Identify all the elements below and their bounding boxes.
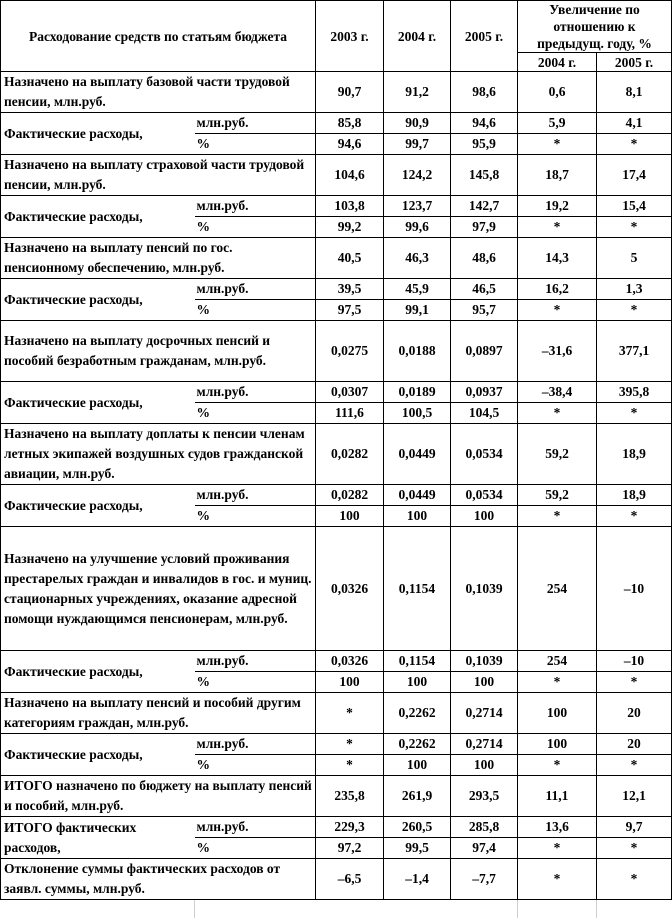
header-increase: Увеличение по отношению к предыдущ. году, % xyxy=(518,1,672,53)
value-cell: * xyxy=(518,838,597,859)
value-cell: 100 xyxy=(316,672,384,693)
empty-cell xyxy=(384,900,451,918)
value-cell: 0,0326 xyxy=(316,651,384,672)
header-category: Расходование средств по статьям бюджета xyxy=(1,1,316,72)
value-cell: 16,2 xyxy=(518,279,597,300)
unit-label: млн.руб. xyxy=(195,196,316,217)
value-cell: * xyxy=(597,755,672,776)
value-cell: 0,2262 xyxy=(384,734,451,755)
value-cell: 0,2714 xyxy=(451,734,518,755)
value-cell: 261,9 xyxy=(384,776,451,817)
value-cell: * xyxy=(597,672,672,693)
value-cell: 104,5 xyxy=(451,403,518,424)
actual-label: Фактические расходы, xyxy=(1,196,195,238)
value-cell: 94,6 xyxy=(316,134,384,155)
assigned-row xyxy=(1,527,672,651)
actual-mln-row xyxy=(1,485,672,506)
value-cell: 97,5 xyxy=(316,300,384,321)
value-cell: 18,9 xyxy=(597,424,672,485)
value-cell: 254 xyxy=(518,527,597,651)
unit-label: млн.руб. xyxy=(195,485,316,506)
value-cell: 100 xyxy=(451,755,518,776)
value-cell: 0,0937 xyxy=(451,382,518,403)
header-row xyxy=(1,1,672,53)
value-cell: 85,8 xyxy=(316,113,384,134)
value-cell: 260,5 xyxy=(384,817,451,838)
total-assigned-label: ИТОГО назначено по бюджету на выплату пенсий и пособий, млн.руб. xyxy=(1,776,316,817)
unit-label: % xyxy=(195,672,316,693)
value-cell: * xyxy=(518,859,597,900)
value-cell: 95,9 xyxy=(451,134,518,155)
value-cell: 377,1 xyxy=(597,321,672,382)
value-cell: 235,8 xyxy=(316,776,384,817)
value-cell: 293,5 xyxy=(451,776,518,817)
actual-label: Фактические расходы, xyxy=(1,113,195,155)
header-2004: 2004 г. xyxy=(384,1,451,72)
value-cell: 254 xyxy=(518,651,597,672)
header-2005: 2005 г. xyxy=(451,1,518,72)
value-cell: * xyxy=(316,755,384,776)
value-cell: –38,4 xyxy=(518,382,597,403)
assigned-label: Назначено на выплату досрочных пенсий и пособий безработным гражданам, млн.руб. xyxy=(1,321,316,382)
value-cell: 0,0307 xyxy=(316,382,384,403)
value-cell: 0,0188 xyxy=(384,321,451,382)
value-cell: 395,8 xyxy=(597,382,672,403)
value-cell: 20 xyxy=(597,693,672,734)
value-cell: 103,8 xyxy=(316,196,384,217)
value-cell: 90,7 xyxy=(316,72,384,113)
value-cell: 111,6 xyxy=(316,403,384,424)
value-cell: 0,1039 xyxy=(451,527,518,651)
assigned-row xyxy=(1,238,672,279)
assigned-row xyxy=(1,155,672,196)
assigned-label: Назначено на выплату пенсий и пособий другим категориям граждан, млн.руб. xyxy=(1,693,316,734)
value-cell: 229,3 xyxy=(316,817,384,838)
assigned-label: Назначено на выплату страховой части трудовой пенсии, млн.руб. xyxy=(1,155,316,196)
value-cell: 100 xyxy=(451,506,518,527)
empty-cell xyxy=(518,900,597,918)
value-cell: 45,9 xyxy=(384,279,451,300)
value-cell: 40,5 xyxy=(316,238,384,279)
value-cell: 8,1 xyxy=(597,72,672,113)
value-cell: –10 xyxy=(597,651,672,672)
value-cell: 95,7 xyxy=(451,300,518,321)
value-cell: 9,7 xyxy=(597,817,672,838)
value-cell: 59,2 xyxy=(518,485,597,506)
unit-label: млн.руб. xyxy=(195,651,316,672)
value-cell: * xyxy=(316,693,384,734)
assigned-row xyxy=(1,424,672,485)
value-cell: 100 xyxy=(518,734,597,755)
deviation-label: Отклонение суммы фактических расходов от заявл. суммы, млн.руб. xyxy=(1,859,316,900)
total-assigned-row xyxy=(1,776,672,817)
value-cell: 145,8 xyxy=(451,155,518,196)
tail-row xyxy=(1,900,672,918)
actual-mln-row xyxy=(1,113,672,134)
actual-label: Фактические расходы, xyxy=(1,279,195,321)
value-cell: 15,4 xyxy=(597,196,672,217)
total-actual-label: ИТОГО фактических расходов, xyxy=(1,817,195,859)
actual-label: Фактические расходы, xyxy=(1,382,195,424)
actual-mln-row xyxy=(1,196,672,217)
value-cell: 0,0275 xyxy=(316,321,384,382)
value-cell: 97,2 xyxy=(316,838,384,859)
value-cell: 4,1 xyxy=(597,113,672,134)
value-cell: 100 xyxy=(384,506,451,527)
value-cell: * xyxy=(597,403,672,424)
value-cell: 99,5 xyxy=(384,838,451,859)
value-cell: 39,5 xyxy=(316,279,384,300)
empty-cell xyxy=(1,900,195,918)
actual-label: Фактические расходы, xyxy=(1,651,195,693)
value-cell: * xyxy=(518,506,597,527)
value-cell: 11,1 xyxy=(518,776,597,817)
empty-cell xyxy=(597,900,672,918)
value-cell: 100 xyxy=(316,506,384,527)
assigned-label: Назначено на улучшение условий проживания престарелых граждан и инвалидов в гос. и муниц. стационарных учреждениях, оказание адресной помощи нуждающимся пенсионерам, млн.руб. xyxy=(1,527,316,651)
value-cell: –7,7 xyxy=(451,859,518,900)
value-cell: * xyxy=(518,134,597,155)
unit-label: млн.руб. xyxy=(195,817,316,838)
value-cell: 17,4 xyxy=(597,155,672,196)
value-cell: 100 xyxy=(451,672,518,693)
value-cell: 100,5 xyxy=(384,403,451,424)
value-cell: 1,3 xyxy=(597,279,672,300)
value-cell: * xyxy=(597,838,672,859)
assigned-row xyxy=(1,321,672,382)
value-cell: * xyxy=(597,859,672,900)
actual-mln-row xyxy=(1,734,672,755)
value-cell: 98,6 xyxy=(451,72,518,113)
value-cell: 46,3 xyxy=(384,238,451,279)
value-cell: * xyxy=(518,403,597,424)
value-cell: 0,0326 xyxy=(316,527,384,651)
assigned-label: Назначено на выплату пенсий по гос. пенсионному обеспечению, млн.руб. xyxy=(1,238,316,279)
value-cell: * xyxy=(597,217,672,238)
value-cell: –10 xyxy=(597,527,672,651)
value-cell: 0,1039 xyxy=(451,651,518,672)
total-actual-mln-row xyxy=(1,817,672,838)
empty-cell xyxy=(316,900,384,918)
value-cell: 0,0534 xyxy=(451,485,518,506)
value-cell: 14,3 xyxy=(518,238,597,279)
value-cell: 19,2 xyxy=(518,196,597,217)
value-cell: 123,7 xyxy=(384,196,451,217)
value-cell: * xyxy=(518,300,597,321)
value-cell: 124,2 xyxy=(384,155,451,196)
value-cell: 0,1154 xyxy=(384,527,451,651)
value-cell: 97,9 xyxy=(451,217,518,238)
value-cell: 100 xyxy=(518,693,597,734)
header-2003: 2003 г. xyxy=(316,1,384,72)
value-cell: 0,0189 xyxy=(384,382,451,403)
value-cell: 0,0282 xyxy=(316,424,384,485)
value-cell: –1,4 xyxy=(384,859,451,900)
unit-label: % xyxy=(195,134,316,155)
empty-cell xyxy=(451,900,518,918)
value-cell: * xyxy=(597,506,672,527)
assigned-label: Назначено на выплату доплаты к пенсии членам летных экипажей воздушных судов гражданской авиации, млн.руб. xyxy=(1,424,316,485)
value-cell: 18,9 xyxy=(597,485,672,506)
value-cell: 91,2 xyxy=(384,72,451,113)
value-cell: 0,0449 xyxy=(384,424,451,485)
value-cell: 99,1 xyxy=(384,300,451,321)
value-cell: 0,0449 xyxy=(384,485,451,506)
value-cell: * xyxy=(518,217,597,238)
value-cell: 18,7 xyxy=(518,155,597,196)
actual-mln-row xyxy=(1,382,672,403)
value-cell: 99,6 xyxy=(384,217,451,238)
unit-label: % xyxy=(195,838,316,859)
value-cell: 0,0897 xyxy=(451,321,518,382)
actual-label: Фактические расходы, xyxy=(1,734,195,776)
value-cell: 142,7 xyxy=(451,196,518,217)
value-cell: 99,7 xyxy=(384,134,451,155)
value-cell: 48,6 xyxy=(451,238,518,279)
value-cell: 99,2 xyxy=(316,217,384,238)
unit-label: % xyxy=(195,403,316,424)
deviation-row xyxy=(1,859,672,900)
actual-mln-row xyxy=(1,279,672,300)
value-cell: 59,2 xyxy=(518,424,597,485)
value-cell: 0,1154 xyxy=(384,651,451,672)
value-cell: 5,9 xyxy=(518,113,597,134)
value-cell: 285,8 xyxy=(451,817,518,838)
value-cell: * xyxy=(597,134,672,155)
value-cell: * xyxy=(316,734,384,755)
value-cell: 13,6 xyxy=(518,817,597,838)
assigned-row xyxy=(1,693,672,734)
unit-label: млн.руб. xyxy=(195,734,316,755)
unit-label: % xyxy=(195,300,316,321)
value-cell: 97,4 xyxy=(451,838,518,859)
value-cell: 94,6 xyxy=(451,113,518,134)
value-cell: * xyxy=(518,672,597,693)
actual-mln-row xyxy=(1,651,672,672)
value-cell: 90,9 xyxy=(384,113,451,134)
value-cell: 0,0282 xyxy=(316,485,384,506)
value-cell: 104,6 xyxy=(316,155,384,196)
value-cell: –31,6 xyxy=(518,321,597,382)
value-cell: 0,6 xyxy=(518,72,597,113)
value-cell: 100 xyxy=(384,755,451,776)
value-cell: 46,5 xyxy=(451,279,518,300)
value-cell: * xyxy=(518,755,597,776)
value-cell: 0,0534 xyxy=(451,424,518,485)
value-cell: 20 xyxy=(597,734,672,755)
header-inc-2005: 2005 г. xyxy=(597,53,672,72)
empty-cell xyxy=(195,900,316,918)
value-cell: * xyxy=(597,300,672,321)
unit-label: % xyxy=(195,217,316,238)
unit-label: % xyxy=(195,506,316,527)
assigned-row xyxy=(1,72,672,113)
value-cell: 100 xyxy=(384,672,451,693)
unit-label: % xyxy=(195,755,316,776)
header-inc-2004: 2004 г. xyxy=(518,53,597,72)
unit-label: млн.руб. xyxy=(195,382,316,403)
unit-label: млн.руб. xyxy=(195,113,316,134)
value-cell: 5 xyxy=(597,238,672,279)
value-cell: –6,5 xyxy=(316,859,384,900)
unit-label: млн.руб. xyxy=(195,279,316,300)
value-cell: 0,2714 xyxy=(451,693,518,734)
assigned-label: Назначено на выплату базовой части трудовой пенсии, млн.руб. xyxy=(1,72,316,113)
actual-label: Фактические расходы, xyxy=(1,485,195,527)
value-cell: 0,2262 xyxy=(384,693,451,734)
value-cell: 12,1 xyxy=(597,776,672,817)
